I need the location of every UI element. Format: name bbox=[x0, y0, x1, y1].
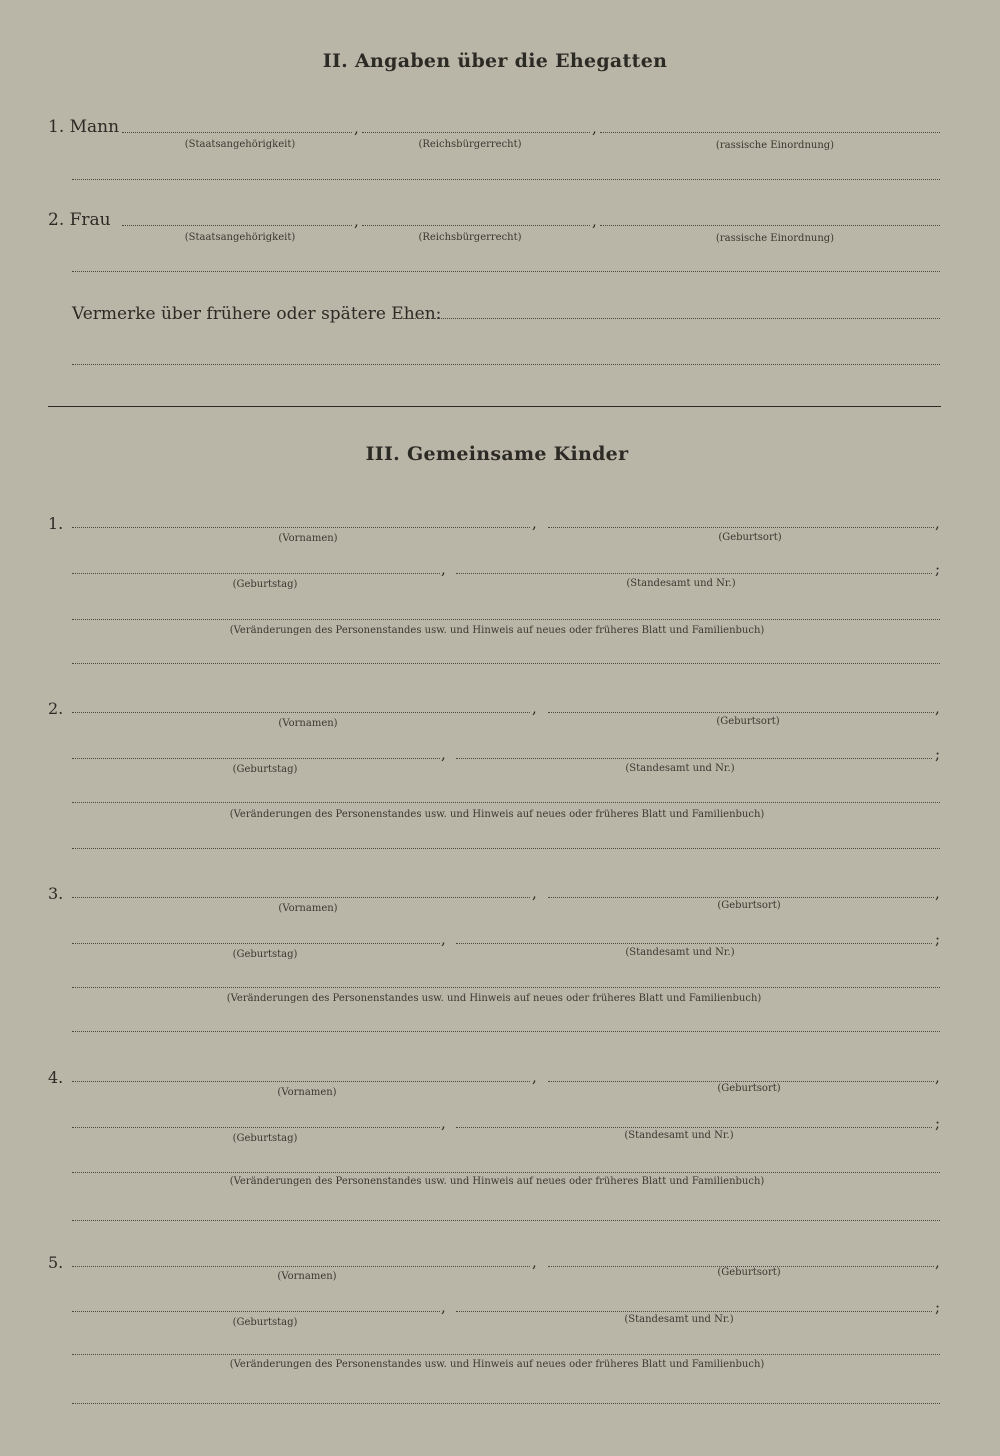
child-3-extra-line[interactable] bbox=[72, 1031, 940, 1032]
comma: , bbox=[532, 514, 537, 532]
caption-birthplace: (Geburtsort) bbox=[717, 1083, 781, 1094]
semicolon: ; bbox=[935, 560, 941, 578]
comma: , bbox=[935, 1068, 940, 1086]
comma: , bbox=[441, 745, 446, 763]
comma: , bbox=[592, 119, 597, 137]
caption-changes: (Veränderungen des Personenstandes usw. und Hinweis auf neues oder früheres Blatt und Familienbuch) bbox=[229, 1176, 765, 1187]
caption-nationality: (Staatsangehörigkeit) bbox=[184, 232, 296, 243]
spouse-1-citizenship-field[interactable] bbox=[362, 132, 590, 133]
comma: , bbox=[532, 1253, 537, 1271]
child-4-registry-field[interactable] bbox=[456, 1127, 932, 1128]
child-4-changes-field[interactable] bbox=[72, 1172, 940, 1173]
caption-classification: (rassische Einordnung) bbox=[715, 140, 835, 151]
child-1-changes-field[interactable] bbox=[72, 619, 940, 620]
child-3-first-names-field[interactable] bbox=[72, 897, 530, 898]
spouse-1-extra-line[interactable] bbox=[72, 179, 940, 180]
semicolon: ; bbox=[935, 1114, 941, 1132]
child-4-extra-line[interactable] bbox=[72, 1220, 940, 1221]
caption-birthplace: (Geburtsort) bbox=[718, 532, 782, 543]
caption-registry: (Standesamt und Nr.) bbox=[624, 1130, 734, 1141]
spouse-1-label: 1. Mann bbox=[48, 117, 120, 137]
child-1-extra-line[interactable] bbox=[72, 663, 940, 664]
spouse-2-citizenship-field[interactable] bbox=[362, 225, 590, 226]
caption-first-names: (Vornamen) bbox=[278, 903, 338, 914]
child-3-number: 3. bbox=[48, 884, 64, 903]
child-1-number: 1. bbox=[48, 514, 64, 533]
caption-changes: (Veränderungen des Personenstandes usw. und Hinweis auf neues oder früheres Blatt und Familienbuch) bbox=[229, 1359, 765, 1370]
child-1-first-names-field[interactable] bbox=[72, 527, 530, 528]
comma: , bbox=[441, 1114, 446, 1132]
child-2-changes-field[interactable] bbox=[72, 802, 940, 803]
spouse-2-label: 2. Frau bbox=[48, 210, 111, 230]
child-5-changes-field[interactable] bbox=[72, 1354, 940, 1355]
caption-registry: (Standesamt und Nr.) bbox=[625, 763, 735, 774]
remarks-label: Vermerke über frühere oder spätere Ehen: bbox=[72, 304, 442, 324]
comma: , bbox=[441, 930, 446, 948]
comma: , bbox=[532, 699, 537, 717]
caption-birthplace: (Geburtsort) bbox=[717, 900, 781, 911]
caption-registry: (Standesamt und Nr.) bbox=[625, 947, 735, 958]
caption-registry: (Standesamt und Nr.) bbox=[624, 1314, 734, 1325]
semicolon: ; bbox=[935, 1298, 941, 1316]
child-5-registry-field[interactable] bbox=[456, 1311, 932, 1312]
child-2-extra-line[interactable] bbox=[72, 848, 940, 849]
spouse-1-classification-field[interactable] bbox=[600, 132, 940, 133]
caption-birthday: (Geburtstag) bbox=[232, 1317, 298, 1328]
caption-first-names: (Vornamen) bbox=[277, 1271, 337, 1282]
child-4-first-names-field[interactable] bbox=[72, 1081, 530, 1082]
comma: , bbox=[532, 1068, 537, 1086]
child-2-first-names-field[interactable] bbox=[72, 712, 530, 713]
caption-nationality: (Staatsangehörigkeit) bbox=[184, 139, 296, 150]
child-1-birthplace-field[interactable] bbox=[548, 527, 934, 528]
caption-first-names: (Vornamen) bbox=[277, 1087, 337, 1098]
caption-birthday: (Geburtstag) bbox=[232, 579, 298, 590]
caption-classification: (rassische Einordnung) bbox=[715, 233, 835, 244]
comma: , bbox=[935, 884, 940, 902]
child-4-number: 4. bbox=[48, 1068, 64, 1087]
section-divider bbox=[48, 406, 941, 407]
caption-first-names: (Vornamen) bbox=[278, 533, 338, 544]
semicolon: ; bbox=[935, 745, 941, 763]
comma: , bbox=[441, 560, 446, 578]
remarks-extra-line[interactable] bbox=[72, 364, 940, 365]
caption-birthplace: (Geburtsort) bbox=[716, 716, 780, 727]
child-1-registry-field[interactable] bbox=[456, 573, 932, 574]
caption-citizenship: (Reichsbürgerrecht) bbox=[418, 139, 522, 150]
caption-birthplace: (Geburtsort) bbox=[717, 1267, 781, 1278]
child-4-birthplace-field[interactable] bbox=[548, 1081, 934, 1082]
child-2-birthplace-field[interactable] bbox=[548, 712, 934, 713]
section-2-title: II. Angaben über die Ehegatten bbox=[322, 50, 668, 72]
caption-registry: (Standesamt und Nr.) bbox=[626, 578, 736, 589]
comma: , bbox=[354, 119, 359, 137]
child-4-birthday-field[interactable] bbox=[72, 1127, 440, 1128]
child-1-birthday-field[interactable] bbox=[72, 573, 440, 574]
child-3-birthplace-field[interactable] bbox=[548, 897, 934, 898]
caption-changes: (Veränderungen des Personenstandes usw. und Hinweis auf neues oder früheres Blatt und Familienbuch) bbox=[226, 993, 762, 1004]
child-5-first-names-field[interactable] bbox=[72, 1266, 530, 1267]
child-2-number: 2. bbox=[48, 699, 64, 718]
caption-first-names: (Vornamen) bbox=[278, 718, 338, 729]
caption-birthday: (Geburtstag) bbox=[232, 764, 298, 775]
child-2-birthday-field[interactable] bbox=[72, 758, 440, 759]
comma: , bbox=[935, 514, 940, 532]
comma: , bbox=[935, 1253, 940, 1271]
child-5-number: 5. bbox=[48, 1253, 64, 1272]
child-3-registry-field[interactable] bbox=[456, 943, 932, 944]
child-2-registry-field[interactable] bbox=[456, 758, 932, 759]
spouse-2-nationality-field[interactable] bbox=[122, 225, 352, 226]
comma: , bbox=[935, 699, 940, 717]
spouse-2-classification-field[interactable] bbox=[600, 225, 940, 226]
section-3-title: III. Gemeinsame Kinder bbox=[365, 443, 629, 465]
caption-citizenship: (Reichsbürgerrecht) bbox=[418, 232, 522, 243]
spouse-2-extra-line[interactable] bbox=[72, 271, 940, 272]
caption-birthday: (Geburtstag) bbox=[232, 1133, 298, 1144]
semicolon: ; bbox=[935, 930, 941, 948]
child-3-changes-field[interactable] bbox=[72, 987, 940, 988]
comma: , bbox=[532, 884, 537, 902]
comma: , bbox=[441, 1298, 446, 1316]
comma: , bbox=[354, 212, 359, 230]
spouse-1-nationality-field[interactable] bbox=[122, 132, 352, 133]
child-5-birthday-field[interactable] bbox=[72, 1311, 440, 1312]
remarks-field[interactable] bbox=[394, 318, 940, 319]
child-3-birthday-field[interactable] bbox=[72, 943, 440, 944]
caption-changes: (Veränderungen des Personenstandes usw. und Hinweis auf neues oder früheres Blatt und Familienbuch) bbox=[229, 809, 765, 820]
caption-birthday: (Geburtstag) bbox=[232, 949, 298, 960]
caption-changes: (Veränderungen des Personenstandes usw. und Hinweis auf neues oder früheres Blatt und Familienbuch) bbox=[229, 625, 765, 636]
comma: , bbox=[592, 212, 597, 230]
child-5-extra-line[interactable] bbox=[72, 1403, 940, 1404]
